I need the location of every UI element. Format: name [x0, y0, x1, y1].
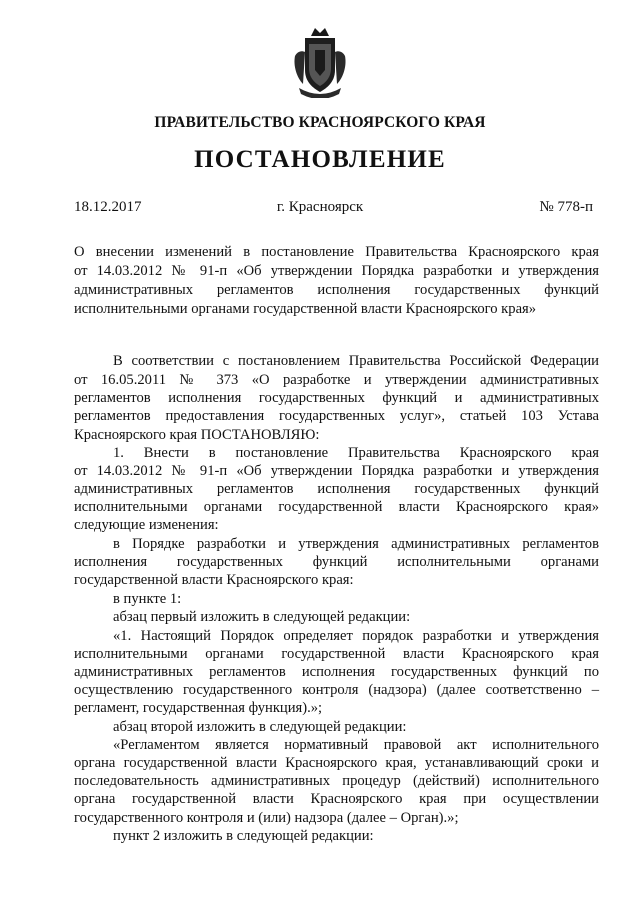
body-line: Красноярского края ПОСТАНОВЛЯЮ: [74, 427, 320, 443]
body-line: органа государственной власти Красноярского края при осуществлении [74, 791, 599, 807]
body-line: 1. Внести в постановление Правительства Красноярского края [113, 445, 599, 461]
body-line: последовательность административных процедур (действий) исполнительного [74, 773, 599, 789]
body-line: исполнительными органами государственной власти Красноярского края [74, 646, 599, 662]
body-line: «Регламентом является нормативный правовой акт исполнительного [113, 737, 599, 753]
government-name: ПРАВИТЕЛЬСТВО КРАСНОЯРСКОГО КРАЯ [154, 114, 486, 131]
body-line: органа государственной власти Красноярского края, устанавливающий сроки и [74, 755, 599, 771]
title-line: О внесении изменений в постановление Правительства Красноярского края [74, 244, 599, 260]
body-line: регламентов предоставления государственных услуг», статьей 103 Устава [74, 408, 599, 424]
document-city: г. Красноярск [276, 199, 364, 215]
body-line: от 16.05.2011 № 373 «О разработке и утверждении административных [74, 372, 599, 388]
body-line: пункт 2 изложить в следующей редакции: [113, 828, 374, 844]
body-line: регламент, государственная функция).»; [74, 700, 323, 716]
body-line: В соответствии с постановлением Правительства Российской Федерации [113, 353, 599, 369]
body-line: административных регламентов исполнения государственных функций по [74, 664, 599, 680]
body-line: в Порядке разработки и утверждения административных регламентов [113, 536, 599, 552]
title-line: административных регламентов исполнения государственных функций [74, 282, 599, 298]
document-date: 18.12.2017 [74, 199, 142, 215]
body-line: государственного контроля и (или) надзора (далее – Орган).»; [74, 810, 459, 826]
body-line: абзац первый изложить в следующей редакции: [113, 609, 411, 625]
coat-of-arms-icon [291, 26, 349, 98]
title-line: от 14.03.2012 № 91-п «Об утверждении Порядка разработки и утверждения [74, 263, 599, 279]
body-line: от 14.03.2012 № 91-п «Об утверждении Порядка разработки и утверждения [74, 463, 599, 479]
title-line: исполнительными органами государственной власти Красноярского края» [74, 301, 537, 317]
body-line: исполнительными органами государственной власти Красноярского края» [74, 499, 599, 515]
body-line: в пункте 1: [113, 591, 182, 607]
body-line: следующие изменения: [74, 517, 219, 533]
body-line: абзац второй изложить в следующей редакции: [113, 719, 407, 735]
body-line: административных регламентов исполнения государственных функций [74, 481, 599, 497]
body-line: исполнения государственных функций исполнительными органами [74, 554, 599, 570]
body-line: осуществлению государственного контроля (надзора) (далее соответственно – [74, 682, 599, 698]
body-line: государственной власти Красноярского края: [74, 572, 354, 588]
document-number: № 778-п [539, 199, 593, 215]
body-line: регламентов исполнения государственных функций и административных [74, 390, 599, 406]
body-line: «1. Настоящий Порядок определяет порядок разработки и утверждения [113, 628, 599, 644]
document-type: ПОСТАНОВЛЕНИЕ [194, 146, 446, 173]
